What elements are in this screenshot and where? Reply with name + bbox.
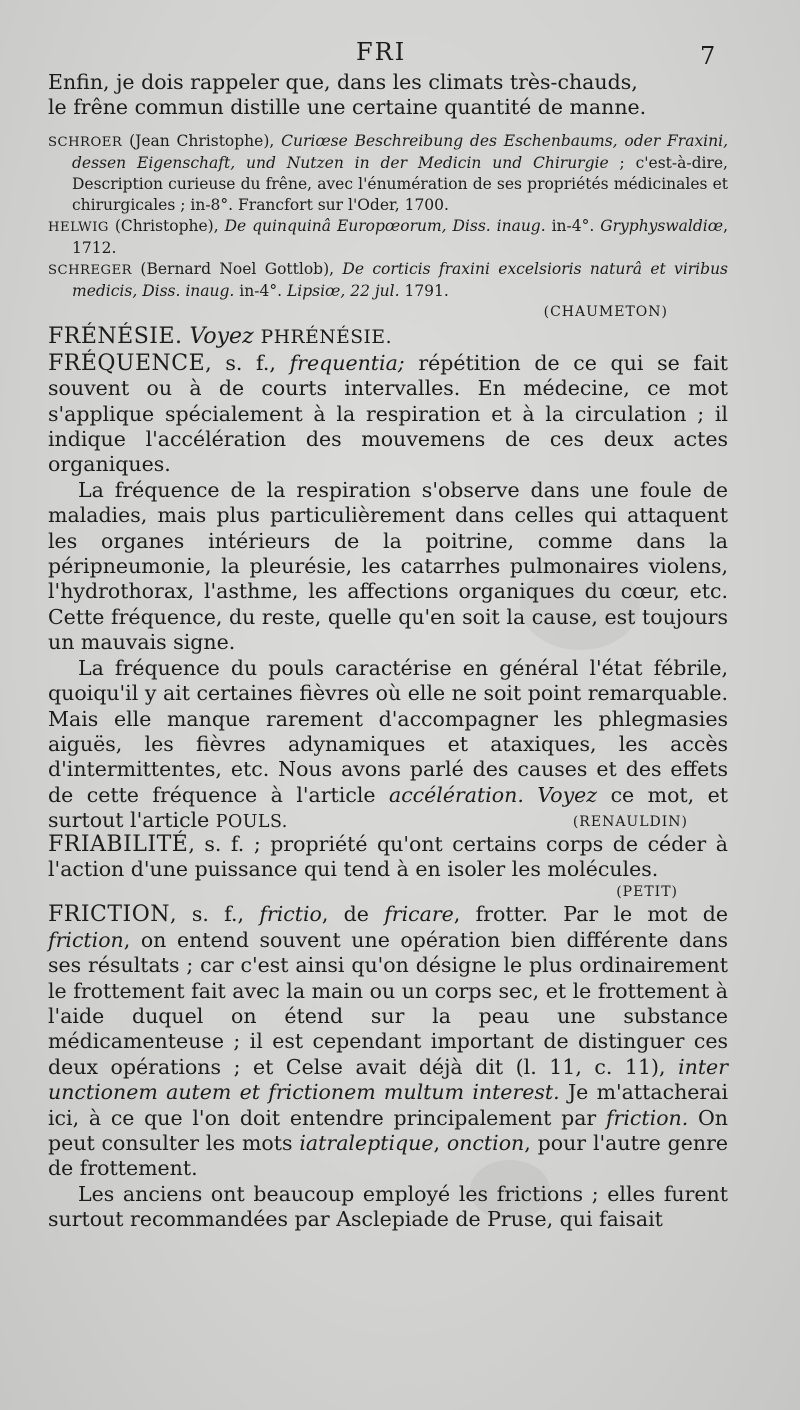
ref-details: in-4°.	[234, 281, 287, 300]
ref-author: SCHROER	[48, 134, 123, 150]
body-paragraph: La fréquence de la respiration s'observe dans une foule de maladies, mais plus particulièrement dans celles qui attaquent les organes intérieurs de la poitrine, comme dans la péripneumonie, la pleurésie, les catarrhes pulmonaires violens, l'hydrothorax, l'asthme, les affections organiques du cœur, etc. Cette fréquence, du reste, quelle qu'en soit la cause, est toujours un mauvais signe.	[48, 477, 728, 655]
headword: FRIABILITÉ	[48, 831, 189, 857]
paragraph-text: La fréquence du pouls caractérise en général l'état fébrile, quoiqu'il y ait certaines fièvres où elle ne soit point remarquable. Mais elle manque rarement d'accompagner les phlegmasies aiguës, les fièvres adynamiques et ataxiques, les accès d'intermittentes, etc. Nous avons parlé des causes et des effets de cette fréquence à l'article	[48, 655, 728, 807]
ref-year: , 1712.	[72, 216, 728, 257]
italic-term: friction	[48, 927, 124, 952]
ref-title: De corticis fraxini excelsioris naturâ et viribus medicis, Diss. inaug.	[72, 259, 729, 300]
cross-ref-voyez: Voyez	[189, 323, 254, 349]
bibliography-entry	[48, 131, 728, 216]
grammar-label: , s. f.,	[205, 350, 290, 375]
cross-ref-target: PHRÉNÉSIE.	[260, 326, 393, 348]
cross-ref-term: iatraleptique	[299, 1131, 434, 1155]
paragraph-text: , de	[321, 902, 385, 927]
ref-author: SCHREGER	[48, 262, 133, 278]
page-number: 7	[700, 42, 716, 70]
grammar-label: , s. f.,	[170, 902, 260, 927]
running-title: FRI	[356, 38, 407, 66]
paragraph-text: ,	[433, 1131, 447, 1155]
latin-term: frequentia;	[289, 350, 405, 375]
body-paragraph: Les anciens ont beaucoup employé les frictions ; elles furent surtout recommandées par Asclepiade de Pruse, qui faisait	[48, 1181, 728, 1232]
author-signature: (PETIT)	[616, 884, 678, 901]
headword: FRÉQUENCE	[48, 350, 206, 376]
bibliography	[48, 131, 728, 322]
entry-frequence	[48, 351, 728, 478]
ref-place: Gryphyswaldiœ	[600, 216, 724, 235]
paragraph-text: , on entend souvent une opération bien différente dans ses résultats ; car c'est ainsi qu'on désigne le plus ordinairement le frottement fait avec la main ou un corps sec, et le frottement à l'aide duquel on étend sur la peau une substance médicamenteuse ; il est cependant important de distinguer ces deux opérations ; et Celse avait déjà dit (l. 11, c. 11),	[48, 927, 728, 1079]
headword: FRICTION	[48, 902, 171, 928]
ref-place: Lipsiœ, 22 jul.	[286, 281, 400, 300]
ref-title: Curiœse Beschreibung des Eschenbaums, oder Fraxini, dessen Eigenschaft, und Nutzen in der Medicin und Chirurgie	[72, 131, 729, 172]
paragraph-text: ce mot, et surtout l'article	[48, 782, 729, 833]
definition-text: répétition de ce qui se fait souvent ou à de courts intervalles. En médecine, ce mot s'applique spécialement à la respiration et à la circulation ; il indique l'accélération des mouvemens de ces deux actes organiques.	[48, 350, 728, 477]
ref-author: HELWIG	[48, 219, 109, 235]
latin-term: frictio	[259, 902, 322, 927]
definition-text: , s. f. ; propriété qu'ont certains corps de céder à l'action d'une puissance qui tend à en isoler les molécules.	[48, 831, 728, 881]
author-signature: (RENAULDIN)	[572, 813, 688, 830]
entry-friction	[48, 902, 728, 1181]
bibliography-entry	[48, 259, 728, 302]
entry-friabilite	[48, 832, 728, 883]
cross-ref-target: POULS.	[215, 812, 288, 833]
entry-frenesie	[48, 324, 728, 351]
intro-line-1: Enfin, je dois rappeler que, dans les climats très-chauds,	[48, 70, 638, 94]
running-header	[0, 38, 800, 68]
intro-paragraph	[48, 70, 728, 121]
cross-ref-term: accélération.	[388, 782, 524, 807]
paragraph-text: On peut consulter les mots	[48, 1105, 729, 1155]
ref-year: 1791.	[399, 281, 449, 300]
body-paragraph	[48, 656, 728, 836]
paragraph-text: , pour l'autre genre de frottement.	[48, 1131, 728, 1181]
page-body	[48, 70, 728, 1233]
author-signature: (CHAUMETON)	[543, 303, 668, 320]
bibliography-entry	[48, 216, 728, 259]
headword: FRÉNÉSIE.	[48, 323, 183, 349]
latin-term: fricare	[384, 902, 454, 927]
cross-ref-voyez: Voyez	[523, 782, 598, 807]
paragraph-text: Je m'attacherai ici, à ce que l'on doit entendre principalement par	[48, 1080, 728, 1130]
paragraph-text: , frotter. Par le mot de	[453, 902, 728, 927]
ref-title: De quinquinâ Europœorum, Diss. inaug.	[224, 216, 546, 235]
latin-quote: inter unctionem autem et frictionem multum interest.	[48, 1054, 728, 1105]
intro-line-2: le frêne commun distille une certaine quantité de manne.	[48, 95, 647, 120]
ref-details: ; c'est-à-dire, Description curieuse du frêne, avec l'énumération de ses propriétés médicinales et chirurgicales ; in-8°. Francfort sur l'Oder, 1700.	[72, 153, 728, 214]
italic-term: friction.	[605, 1105, 689, 1130]
ref-author-rest: (Christophe),	[108, 216, 225, 235]
ref-details: in-4°.	[545, 216, 601, 235]
ref-author-rest: (Bernard Noel Gottlob),	[132, 259, 343, 278]
ref-author-rest: (Jean Christophe),	[122, 131, 282, 150]
cross-ref-term: onction	[446, 1131, 525, 1155]
